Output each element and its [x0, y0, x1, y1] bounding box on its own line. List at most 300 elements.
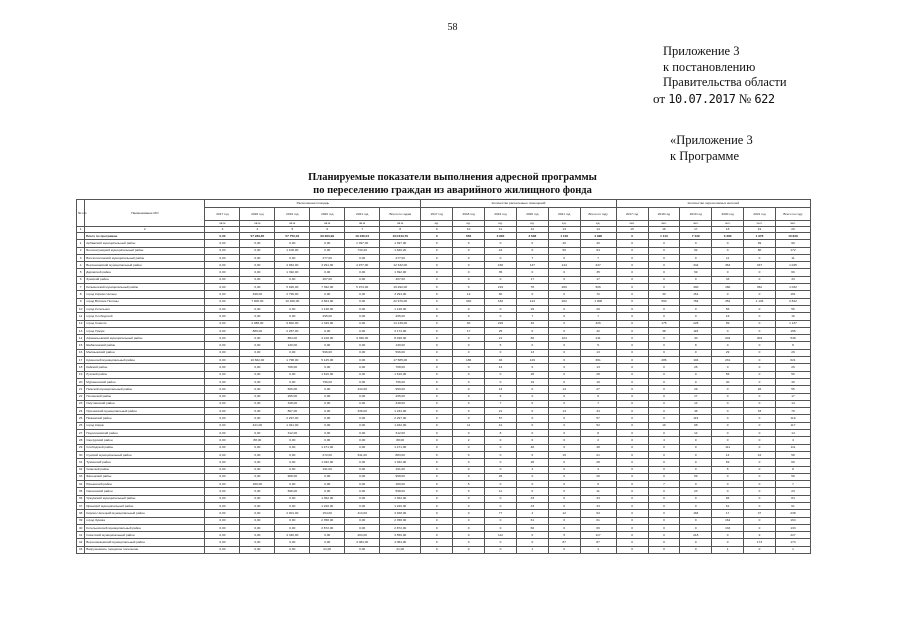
table-cell: 611,00: [345, 451, 380, 458]
table-cell: 118: [680, 327, 712, 334]
table-cell: 0: [712, 269, 744, 276]
table-cell: 0: [421, 342, 453, 349]
title-line-2: по переселению граждан из аварийного жилищного фонда: [313, 184, 592, 196]
table-cell: 14: [680, 400, 712, 407]
table-cell: 0: [648, 510, 680, 517]
table-cell: 184: [680, 510, 712, 517]
table-cell: 0,00: [275, 502, 310, 509]
row-mo-name: Вахрушевское городское поселение: [85, 546, 205, 553]
table-cell: 0,00: [310, 430, 345, 437]
table-cell: 0: [648, 517, 680, 524]
program-ref-line-1: «Приложение 3: [670, 133, 753, 147]
table-cell: 0: [616, 546, 648, 553]
table-cell: 14: [548, 386, 580, 393]
table-cell: 0: [648, 269, 680, 276]
table-cell: 144: [548, 262, 580, 269]
table-cell: 56: [712, 371, 744, 378]
table-cell: 0,00: [345, 495, 380, 502]
column-number: 20: [775, 227, 810, 233]
table-cell: 0: [616, 459, 648, 466]
table-cell: 0,00: [310, 408, 345, 415]
table-cell: 9 802,00: [275, 320, 310, 327]
table-cell: 0,00: [205, 495, 240, 502]
table-cell: 0,00: [205, 284, 240, 291]
table-cell: 0: [648, 342, 680, 349]
table-cell: 50: [548, 247, 580, 254]
row-number: 1: [77, 240, 85, 247]
table-cell: 0: [744, 546, 776, 553]
table-cell: 0: [680, 459, 712, 466]
table-cell: 968,00: [275, 473, 310, 480]
table-cell: 0: [453, 313, 485, 320]
table-cell: 3 173,00: [380, 327, 421, 334]
table-cell: 0: [421, 276, 453, 283]
table-cell: 228: [680, 320, 712, 327]
table-cell: 44: [744, 451, 776, 458]
table-cell: 0: [744, 481, 776, 488]
table-cell: 413,00: [345, 510, 380, 517]
header-group: Количество расселенных помещений: [421, 200, 616, 208]
table-cell: 0: [712, 327, 744, 334]
table-cell: 0: [453, 378, 485, 385]
table-cell: 0,00: [310, 327, 345, 334]
table-cell: 1 616,00: [310, 371, 345, 378]
table-cell: 204,00: [345, 532, 380, 539]
row-number: 19: [77, 371, 85, 378]
table-cell: 56: [712, 305, 744, 312]
table-cell: 0: [616, 415, 648, 422]
table-cell: 0: [485, 349, 517, 356]
table-cell: 1 032: [775, 284, 810, 291]
table-cell: 0,00: [240, 473, 275, 480]
table-cell: 0,00: [345, 393, 380, 400]
table-cell: 0: [421, 393, 453, 400]
table-cell: 0,00: [240, 335, 275, 342]
table-cell: 11: [580, 488, 616, 495]
table-cell: 57: [580, 415, 616, 422]
table-cell: 16 839: [775, 233, 810, 240]
table-cell: 186: [453, 357, 485, 364]
table-cell: 0,00: [205, 473, 240, 480]
table-cell: 0,00: [205, 451, 240, 458]
table-cell: 0,00: [240, 546, 275, 553]
table-cell: 46: [485, 357, 517, 364]
column-number: 1: [77, 227, 85, 233]
row-number: 27: [77, 430, 85, 437]
appendix-header: [653, 44, 787, 107]
table-cell: 0,00: [345, 364, 380, 371]
table-cell: 87: [548, 539, 580, 546]
table-cell: 0: [616, 371, 648, 378]
row-mo-name: Тужинский район: [85, 459, 205, 466]
row-number: 22: [77, 393, 85, 400]
row-number: 29: [77, 444, 85, 451]
table-cell: 0,00: [240, 408, 275, 415]
table-cell: 25: [485, 327, 517, 334]
table-cell: 5 125,00: [310, 357, 345, 364]
table-cell: 295,00: [310, 313, 345, 320]
table-cell: 0,00: [205, 532, 240, 539]
row-number: 14: [77, 335, 85, 342]
table-cell: 104: [680, 357, 712, 364]
table-cell: 30: [648, 291, 680, 298]
table-cell: 0: [648, 473, 680, 480]
table-cell: 0: [648, 247, 680, 254]
table-row: [77, 386, 811, 393]
table-cell: 506,00: [275, 386, 310, 393]
table-cell: 28: [580, 459, 616, 466]
table-cell: 0: [421, 327, 453, 334]
table-cell: 154,00: [310, 510, 345, 517]
table-cell: 0,00: [345, 422, 380, 429]
row-number: 33: [77, 473, 85, 480]
row-mo-name: Нолинский район: [85, 393, 205, 400]
table-cell: 0,00: [205, 357, 240, 364]
table-cell: 111: [712, 444, 744, 451]
table-cell: 0: [516, 291, 548, 298]
table-cell: 0: [680, 305, 712, 312]
table-cell: 0: [744, 269, 776, 276]
table-cell: 88,00: [240, 437, 275, 444]
row-mo-name: Кильмезский муниципальный район: [85, 284, 205, 291]
table-cell: 0: [648, 488, 680, 495]
table-cell: 0: [744, 437, 776, 444]
table-cell: 0,00: [205, 269, 240, 276]
table-cell: 0: [616, 298, 648, 305]
table-cell: 796,00: [310, 378, 345, 385]
table-cell: 0: [744, 371, 776, 378]
table-cell: 0: [744, 422, 776, 429]
table-row: [77, 320, 811, 327]
table-cell: 304: [744, 335, 776, 342]
table-cell: 0: [485, 313, 517, 320]
table-row: [77, 422, 811, 429]
row-number: 16: [77, 349, 85, 356]
table-cell: 14: [775, 400, 810, 407]
table-cell: 0: [548, 371, 580, 378]
table-row: [77, 517, 811, 524]
table-cell: 1 798,00: [275, 357, 310, 364]
table-cell: 4 550,00: [380, 532, 421, 539]
program-reference: [670, 133, 753, 164]
table-cell: 29: [516, 305, 548, 312]
table-cell: 8: [485, 430, 517, 437]
row-number: 39: [77, 517, 85, 524]
appendix-line-1: Приложение 3: [663, 44, 740, 58]
header-unit: кв.м: [345, 221, 380, 227]
row-number: 41: [77, 532, 85, 539]
table-cell: 17 585,00: [380, 357, 421, 364]
table-cell: 0: [548, 291, 580, 298]
table-cell: 1 148,00: [380, 305, 421, 312]
table-cell: 40: [548, 240, 580, 247]
table-cell: 1 045: [775, 262, 810, 269]
table-cell: 0: [744, 517, 776, 524]
table-cell: 0,00: [310, 400, 345, 407]
table-cell: 0,00: [205, 510, 240, 517]
table-cell: 0: [648, 284, 680, 291]
table-cell: 0,00: [205, 546, 240, 553]
row-mo-name: Даровской район: [85, 269, 205, 276]
table-cell: 0: [485, 378, 517, 385]
table-cell: 0: [616, 451, 648, 458]
table-cell: 0: [485, 517, 517, 524]
table-cell: 0: [616, 488, 648, 495]
table-cell: 77: [485, 510, 517, 517]
row-number: 42: [77, 539, 85, 546]
table-cell: 0,00: [240, 371, 275, 378]
header-year: 2019 год: [485, 208, 517, 221]
table-cell: 968,00: [380, 473, 421, 480]
table-cell: 0: [548, 422, 580, 429]
table-cell: 69: [712, 459, 744, 466]
table-cell: 0: [712, 415, 744, 422]
table-cell: 129: [516, 357, 548, 364]
table-cell: 6: [580, 393, 616, 400]
table-cell: 0,00: [240, 393, 275, 400]
table-cell: 137: [516, 262, 548, 269]
table-row: [77, 335, 811, 342]
table-cell: 0: [421, 481, 453, 488]
table-row: [77, 262, 811, 269]
table-cell: 1: [516, 546, 548, 553]
table-cell: 0: [548, 415, 580, 422]
row-mo-name: Верхнекамский муниципальный район: [85, 262, 205, 269]
row-number: 15: [77, 342, 85, 349]
table-row: [77, 415, 811, 422]
table-cell: 21: [485, 335, 517, 342]
table-cell: 0: [648, 313, 680, 320]
table-cell: 94: [580, 247, 616, 254]
table-cell: 0: [744, 415, 776, 422]
table-cell: 0: [616, 357, 648, 364]
column-number: 6: [310, 227, 345, 233]
table-cell: 0: [616, 444, 648, 451]
table-cell: 0,00: [345, 488, 380, 495]
table-cell: 0: [616, 342, 648, 349]
table-cell: 0: [485, 466, 517, 473]
table-row: [77, 378, 811, 385]
table-cell: 8 498,00: [380, 335, 421, 342]
table-cell: 0: [453, 393, 485, 400]
row-mo-name: Подосиновский район: [85, 430, 205, 437]
table-cell: 0: [453, 240, 485, 247]
table-cell: 88,00: [380, 437, 421, 444]
table-cell: 0: [421, 349, 453, 356]
table-cell: 0,00: [345, 546, 380, 553]
row-mo-name: Белохолуницкий муниципальный район: [85, 247, 205, 254]
table-cell: 0: [421, 364, 453, 371]
row-mo-name: город Уржум: [85, 327, 205, 334]
table-cell: 33: [712, 276, 744, 283]
table-cell: 0: [744, 473, 776, 480]
table-cell: 61: [775, 502, 810, 509]
table-cell: 209: [548, 284, 580, 291]
table-cell: 0: [712, 473, 744, 480]
table-cell: 11: [485, 488, 517, 495]
row-mo-name: Пижанский район: [85, 415, 205, 422]
table-cell: 23: [775, 488, 810, 495]
table-cell: 57 289,85: [240, 233, 275, 240]
table-cell: 1 978: [744, 233, 776, 240]
table-cell: 7: [648, 481, 680, 488]
table-cell: 23: [680, 488, 712, 495]
table-cell: 35: [485, 269, 517, 276]
row-number: 10: [77, 305, 85, 312]
table-cell: 0,00: [275, 349, 310, 356]
table-cell: 362: [744, 284, 776, 291]
table-cell: 0: [616, 495, 648, 502]
table-cell: 0: [616, 269, 648, 276]
table-row: [77, 364, 811, 371]
table-cell: 10 662,00: [240, 357, 275, 364]
table-cell: 0,00: [205, 364, 240, 371]
table-cell: 40: [516, 320, 548, 327]
row-mo-name: Мурашинский район: [85, 378, 205, 385]
row-mo-name: Котельничский муниципальный район: [85, 524, 205, 531]
table-cell: 708,00: [380, 364, 421, 371]
table-cell: 0,00: [240, 349, 275, 356]
table-row: [77, 291, 811, 298]
table-cell: 0,00: [240, 254, 275, 261]
header-year: 2017 год: [616, 208, 648, 221]
table-cell: 0,00: [205, 298, 240, 305]
row-mo-name: Арбажский муниципальный район: [85, 240, 205, 247]
table-cell: 0,00: [240, 240, 275, 247]
table-cell: 11: [775, 254, 810, 261]
table-cell: 0: [453, 510, 485, 517]
table-cell: 58: [775, 451, 810, 458]
table-cell: 0: [712, 240, 744, 247]
header-year: 2018 год: [453, 208, 485, 221]
table-cell: 29: [680, 386, 712, 393]
table-cell: 0,00: [310, 291, 345, 298]
table-cell: 0: [712, 430, 744, 437]
header-unit: кв.м: [240, 221, 275, 227]
table-cell: 0: [616, 240, 648, 247]
row-mo-name: Слободской район: [85, 444, 205, 451]
table-cell: 80: [744, 247, 776, 254]
table-row: [77, 357, 811, 364]
table-cell: 0,00: [240, 459, 275, 466]
row-number: 26: [77, 422, 85, 429]
table-cell: 0: [548, 459, 580, 466]
table-cell: 344: [680, 262, 712, 269]
table-cell: 1 041,00: [275, 422, 310, 429]
table-cell: 7: [516, 254, 548, 261]
table-cell: 86: [516, 335, 548, 342]
table-cell: 2 358,00: [310, 517, 345, 524]
table-cell: 0: [453, 386, 485, 393]
column-number: 19: [744, 227, 776, 233]
table-cell: 7: [516, 313, 548, 320]
table-cell: 0: [616, 247, 648, 254]
table-cell: 191,00: [380, 466, 421, 473]
table-row: [77, 408, 811, 415]
table-cell: 0,00: [310, 386, 345, 393]
header-unit: чел.: [680, 221, 712, 227]
table-cell: 119: [775, 415, 810, 422]
table-row: [77, 539, 811, 546]
table-cell: 4 977,00: [345, 262, 380, 269]
table-cell: 1 471,00: [380, 444, 421, 451]
row-number: 4: [77, 262, 85, 269]
table-cell: 0,00: [240, 313, 275, 320]
table-cell: 0: [516, 437, 548, 444]
table-cell: 40: [680, 335, 712, 342]
number-value: 622: [754, 91, 775, 106]
table-cell: 0: [421, 247, 453, 254]
table-row: [77, 233, 811, 240]
table-cell: 0: [453, 517, 485, 524]
table-cell: 0: [421, 451, 453, 458]
table-cell: 13: [485, 386, 517, 393]
table-cell: 166: [485, 262, 517, 269]
table-cell: 0,00: [310, 342, 345, 349]
table-cell: 0,00: [310, 247, 345, 254]
table-cell: 0,00: [345, 524, 380, 531]
header-year: Всего по году: [775, 208, 810, 221]
row-mo-name: город Вятские Поляны: [85, 298, 205, 305]
table-cell: 156: [775, 327, 810, 334]
table-cell: 0: [712, 481, 744, 488]
title-line-1: Планируемые показатели выполнения адресной программы: [308, 172, 597, 183]
row-mo-name: город Слободской: [85, 313, 205, 320]
table-cell: 5: [485, 342, 517, 349]
table-row: [77, 313, 811, 320]
table-cell: 0: [516, 539, 548, 546]
table-cell: 2 287,00: [275, 327, 310, 334]
table-cell: 0,00: [205, 539, 240, 546]
table-row: [77, 437, 811, 444]
table-cell: 0: [712, 400, 744, 407]
table-row: [77, 269, 811, 276]
table-cell: 0: [548, 349, 580, 356]
column-number: 7: [345, 227, 380, 233]
table-cell: 182: [485, 298, 517, 305]
table-cell: 0: [616, 291, 648, 298]
table-cell: 0: [548, 473, 580, 480]
table-cell: 56: [775, 305, 810, 312]
table-cell: 0: [516, 415, 548, 422]
table-cell: 0: [648, 495, 680, 502]
table-cell: 19: [580, 378, 616, 385]
table-cell: 0: [648, 349, 680, 356]
table-cell: 2: [453, 437, 485, 444]
table-cell: 1 146: [744, 298, 776, 305]
table-cell: 2 901,00: [275, 510, 310, 517]
table-cell: 0,00: [275, 444, 310, 451]
table-cell: 0: [680, 240, 712, 247]
column-number: 3: [205, 227, 240, 233]
table-cell: 227: [775, 532, 810, 539]
column-number: 17: [680, 227, 712, 233]
table-cell: 447: [580, 262, 616, 269]
table-cell: 0: [453, 430, 485, 437]
table-cell: 7: [485, 400, 517, 407]
table-cell: 40: [712, 378, 744, 385]
table-cell: 548: [775, 335, 810, 342]
table-cell: 8: [680, 342, 712, 349]
header-mo-name: Наименование МО: [85, 200, 205, 227]
table-cell: 312,00: [275, 430, 310, 437]
row-number: 7: [77, 284, 85, 291]
table-cell: 61: [712, 502, 744, 509]
table-cell: 0,00: [205, 233, 240, 240]
table-cell: 498,00: [240, 291, 275, 298]
header-year: 2020 год: [712, 208, 744, 221]
table-cell: 0: [616, 408, 648, 415]
